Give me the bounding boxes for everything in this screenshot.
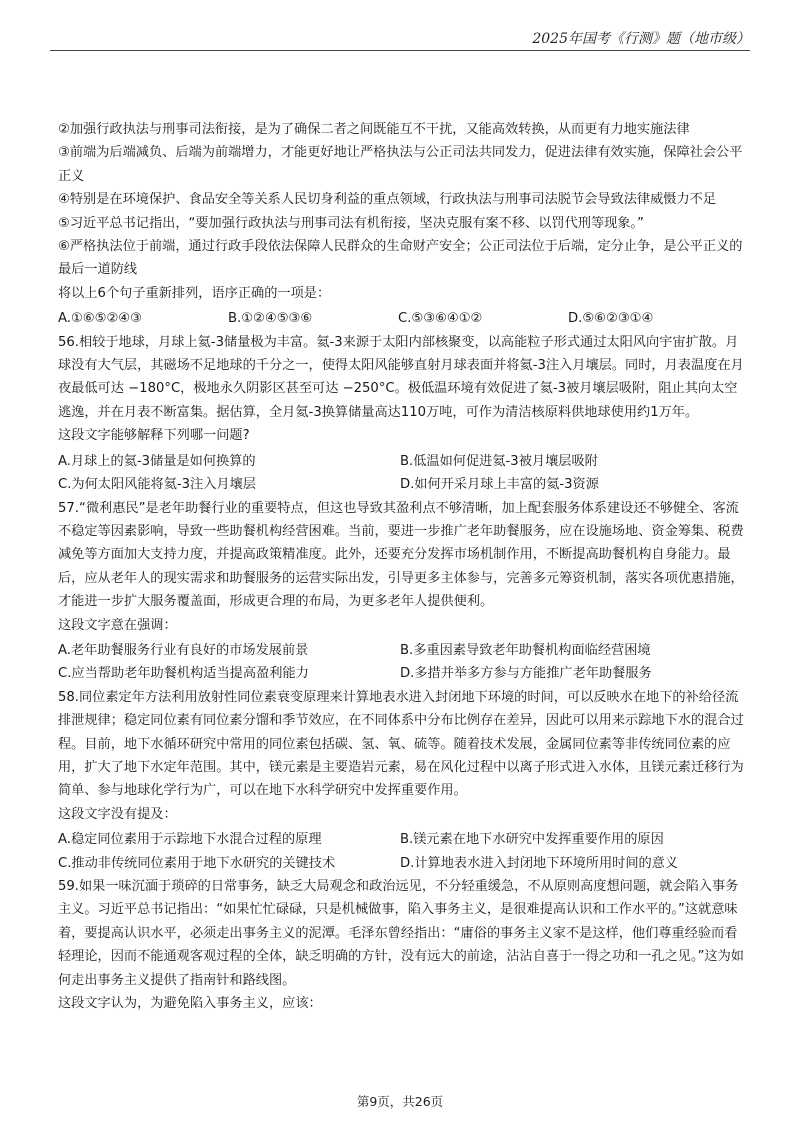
question-number: 58. bbox=[58, 689, 79, 705]
option-b[interactable]: B.①②④⑤③⑥ bbox=[228, 311, 313, 327]
option-c[interactable]: C.推动非传统同位素用于地下水研究的关键技术 bbox=[58, 855, 336, 871]
sentence-6: ⑥严格执法位于前端，通过行政手段依法保障人民群众的生命财产安全；公正司法位于后端，定分止争，是公平正义的最后一道防线 bbox=[58, 239, 743, 278]
question-prompt: 这段文字没有提及： bbox=[58, 806, 177, 822]
question-body: 如果一味沉湎于琐碎的日常事务，缺乏大局观念和政治远见，不分轻重缓急，不从原则高度想问题，就会陷入事务主义。习近平总书记指出：“如果忙忙碌碌，只是机械做事，陷入事务主义，是很难提高认识和工作水平的。”这就意味着，要提高认识水平，必须走出事务主义的泥潭。毛泽东曾经指出：“庸俗的事务主义家不是这样，他们尊重经验而看轻理论，因而不能通观客观过程的全体，缺乏明确的方针，没有远大的前途，沾沾自喜于一得之功和一孔之见。”这为如何走出事务主义提供了指南针和路线图。 bbox=[58, 879, 744, 988]
question-56 bbox=[58, 331, 748, 497]
question-body: 相较于地球，月球上氦-3储量极为丰富。氦-3来源于太阳内部核聚变，以高能粒子形式通过太阳风向宇宙扩散。月球没有大气层，其磁场不足地球的千分之一，使得太阳风能够直射月球表面并将氦-3注入月壤层。同时，月表温度在月夜最低可达 −180°C，极地永久阴影区甚至可达 −250°C。极低温环境有效促进了氦-3被月壤层吸附，阻止其向太空逃逸，并在月表不断富集。据估算，全月氦-3换算储量高达110万吨，可作为清洁核原料供地球使用约1万年。 bbox=[58, 334, 744, 420]
option-b[interactable]: B.镁元素在地下水研究中发挥重要作用的原因 bbox=[400, 832, 664, 848]
question-57 bbox=[58, 497, 748, 686]
question-text bbox=[58, 686, 748, 803]
option-c[interactable]: C.⑤③⑥④①② bbox=[398, 311, 483, 327]
option-c[interactable]: C.为何太阳风能将氦-3注入月壤层 bbox=[58, 477, 256, 493]
question-text bbox=[58, 331, 748, 425]
options-row bbox=[58, 307, 748, 330]
question-number: 56. bbox=[58, 334, 79, 350]
option-a[interactable]: A.稳定同位素用于示踪地下水混合过程的原理 bbox=[58, 832, 322, 848]
option-d[interactable]: D.多措并举多方参与方能推广老年助餐服务 bbox=[400, 666, 652, 682]
option-b[interactable]: B.多重因素导致老年助餐机构面临经营困境 bbox=[400, 642, 651, 658]
question-prompt: 将以上6个句子重新排列，语序正确的一项是： bbox=[58, 285, 331, 301]
question-55-continuation bbox=[58, 118, 748, 331]
page-content bbox=[58, 118, 748, 1015]
question-prompt: 这段文字认为，为避免陷入事务主义，应该： bbox=[58, 996, 322, 1012]
options-grid bbox=[58, 828, 748, 875]
option-a[interactable]: A.老年助餐服务行业有良好的市场发展前景 bbox=[58, 642, 309, 658]
option-d[interactable]: D.如何开采月球上丰富的氦-3资源 bbox=[400, 477, 599, 493]
question-body: 同位素定年方法利用放射性同位素衰变原理来计算地表水进入封闭地下环境的时间，可以反映水在地下的补给径流排泄规律；稳定同位素有同位素分馏和季节效应，在不同体系中分布比例存在差异，因此可以用来示踪地下水的混合过程。目前，地下水循环研究中常用的同位素包括碳、氢、氧、硫等。随着技术发展，金属同位素等非传统同位素的应用，扩大了地下水定年范围。其中，镁元素是主要造岩元素，易在风化过程中以离子形式进入水体，且镁元素迁移行为简单、参与地球化学行为广，可以在地下水科学研究中发挥重要作用。 bbox=[58, 689, 744, 799]
question-59 bbox=[58, 875, 748, 1015]
question-body: “微利惠民”是老年助餐行业的重要特点，但这也导致其盈利点不够清晰，加上配套服务体系建设还不够健全、客流不稳定等因素影响，导致一些助餐机构经营困难。当前，要进一步推广老年助餐服务，应在设施场地、资金筹集、税费减免等方面加大支持力度，并提高政策精准度。此外，还要充分发挥市场机制作用，不断提高助餐机构自身能力。最后，应从老年人的现实需求和助餐服务的运营实际出发，引导更多主体参与，完善多元筹资机制，落实各项优惠措施，才能进一步扩大服务覆盖面，形成更合理的布局，为更多老年人提供便利。 bbox=[58, 500, 744, 610]
options-grid bbox=[58, 450, 748, 497]
question-text bbox=[58, 875, 748, 992]
question-number: 57. bbox=[58, 500, 79, 516]
option-d[interactable]: D.⑤⑥②③①④ bbox=[568, 311, 654, 327]
option-b[interactable]: B.低温如何促进氦-3被月壤层吸附 bbox=[400, 453, 598, 469]
option-a[interactable]: A.①⑥⑤②④③ bbox=[58, 311, 142, 327]
options-grid bbox=[58, 639, 748, 686]
question-number: 59. bbox=[58, 879, 79, 894]
header-divider bbox=[50, 50, 750, 51]
sentence-4: ④特别是在环境保护、食品安全等关系人民切身利益的重点领域，行政执法与刑事司法脱节会导致法律威慑力不足 bbox=[58, 192, 717, 208]
option-c[interactable]: C.应当帮助老年助餐机构适当提高盈利能力 bbox=[58, 666, 309, 682]
option-d[interactable]: D.计算地表水进入封闭地下环境所用时间的意义 bbox=[400, 855, 679, 871]
page-header: 2025年国考《行测》题（地市级） bbox=[532, 31, 750, 47]
sentence-2: ②加强行政执法与刑事司法衔接，是为了确保二者之间既能互不干扰，又能高效转换，从而更有力地实施法律 bbox=[58, 122, 690, 137]
sentence-3: ③前端为后端减负、后端为前端增力，才能更好地让严格执法与公正司法共同发力，促进法律有效实施，保障社会公平正义 bbox=[58, 145, 743, 184]
question-prompt: 这段文字能够解释下列哪一问题? bbox=[58, 428, 250, 444]
question-text bbox=[58, 497, 748, 614]
option-a[interactable]: A.月球上的氦-3储量是如何换算的 bbox=[58, 453, 256, 469]
question-prompt: 这段文字意在强调： bbox=[58, 617, 177, 633]
sentence-5: ⑤习近平总书记指出，“要加强行政执法与刑事司法有机衔接，坚决克服有案不移、以罚代刑等现象。” bbox=[58, 215, 644, 231]
question-58 bbox=[58, 686, 748, 875]
page-footer: 第9页，共26页 bbox=[356, 1094, 444, 1109]
